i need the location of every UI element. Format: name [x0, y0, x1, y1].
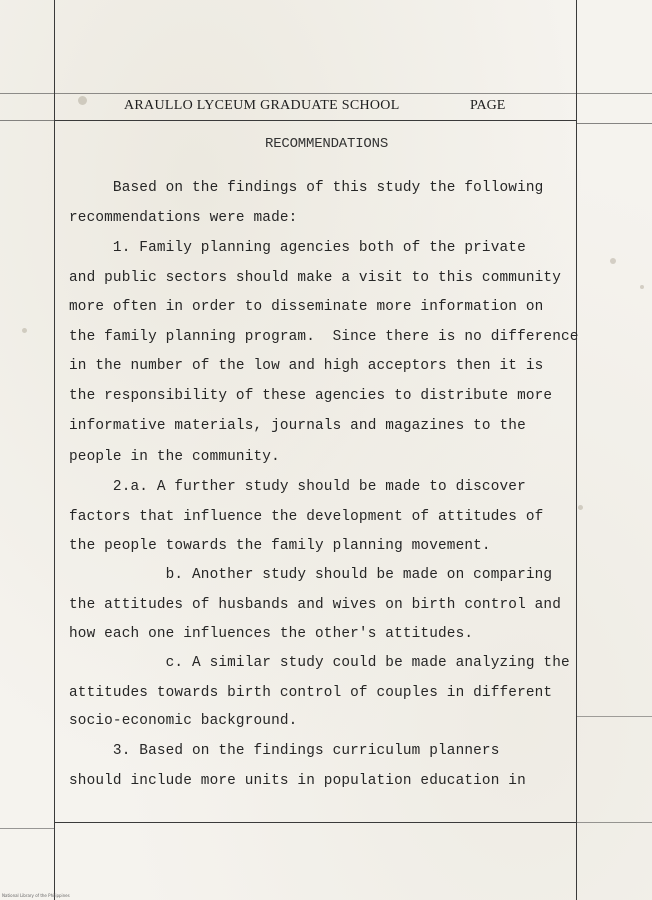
header-rule [54, 120, 576, 121]
text-line: c. A similar study could be made analyzing the [69, 655, 570, 671]
text-line: b. Another study should be made on comparing [69, 567, 553, 583]
paper-stain [78, 96, 87, 105]
top-rule [0, 93, 652, 94]
text-line: recommendations were made: [69, 210, 298, 226]
text-line: the people towards the family planning movement. [69, 538, 491, 554]
archive-footer: National Library of the Philippines [2, 893, 70, 898]
text-line: 3. Based on the findings curriculum planners [69, 743, 500, 759]
paper-stain [22, 328, 27, 333]
bottom-rule [54, 822, 576, 823]
header-rule-left-stub [0, 120, 54, 121]
text-line: how each one influences the other's attitudes. [69, 626, 474, 642]
paper-stain [640, 285, 644, 289]
text-line: 1. Family planning agencies both of the private [69, 240, 526, 256]
text-line: informative materials, journals and magazines to the [69, 418, 526, 434]
paper-stain [578, 505, 583, 510]
text-line: people in the community. [69, 449, 280, 465]
right-margin-tick [576, 716, 652, 717]
text-line: should include more units in population education in [69, 773, 526, 789]
header-rule-right-stub [576, 123, 652, 124]
bottom-rule-left-stub [0, 828, 54, 829]
text-line: the responsibility of these agencies to distribute more [69, 388, 553, 404]
section-title: RECOMMENDATIONS [265, 136, 389, 152]
text-line: Based on the findings of this study the following [69, 180, 544, 196]
text-line: factors that influence the development of attitudes of [69, 509, 544, 525]
text-line: socio-economic background. [69, 713, 298, 729]
text-line: 2.a. A further study should be made to discover [69, 479, 526, 495]
text-line: and public sectors should make a visit to this community [69, 270, 562, 286]
school-name: ARAULLO LYCEUM GRADUATE SCHOOL [124, 98, 400, 113]
text-line: more often in order to disseminate more information on [69, 299, 544, 315]
bottom-rule-right-stub [576, 822, 652, 823]
right-margin-rule [576, 0, 577, 900]
left-margin-rule [54, 0, 55, 900]
text-line: the family planning program. Since there is no difference [69, 329, 579, 345]
text-line: the attitudes of husbands and wives on birth control and [69, 597, 562, 613]
paper-stain [610, 258, 616, 264]
text-line: attitudes towards birth control of couples in different [69, 685, 553, 701]
text-line: in the number of the low and high acceptors then it is [69, 358, 544, 374]
page-label: PAGE [470, 98, 506, 113]
